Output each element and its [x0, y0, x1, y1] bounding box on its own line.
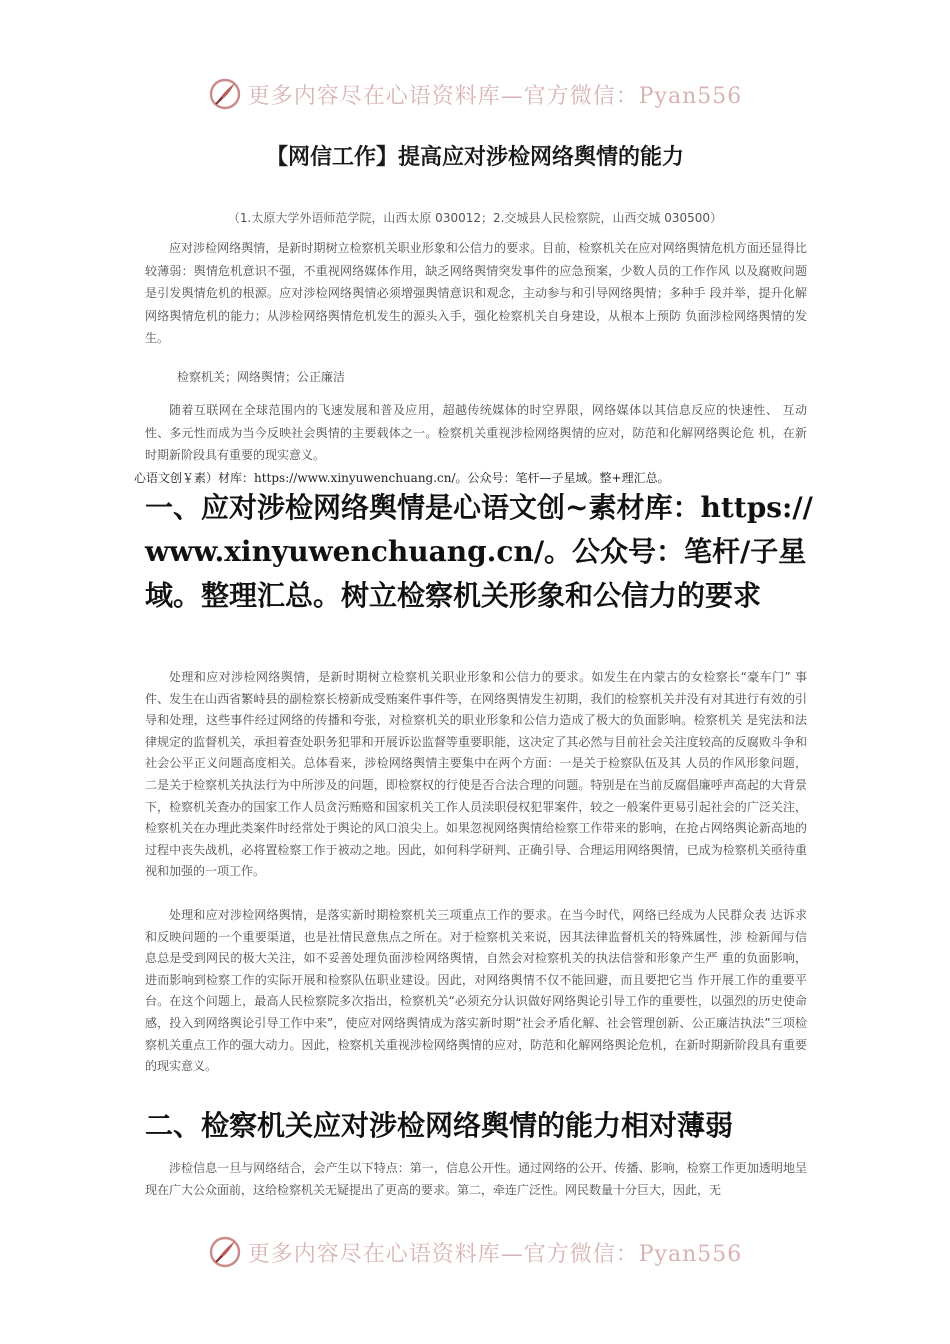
quill-logo-icon: [208, 1235, 242, 1269]
watermark-text: 更多内容尽在心语资料库—官方微信：Pyan556: [247, 1241, 743, 1267]
section-1-paragraph-2: 处理和应对涉检网络舆情，是落实新时期检察机关三项重点工作的要求。在当今时代，网络已经成为人民群众表 达诉求和反映问题的一个重要渠道，也是社情民意焦点之所在。对于检察机关来说，因其法律监督机关的特殊属性，涉 检新闻与信息总是受到网民的极大关注，如不妥善处理负面涉检网络舆情，自然会对检察机关的执法信誉和形象产生严 重的负面影响，进而影响到检察工作的实际开展和检察队伍职业建设。因此，对网络舆情不仅不能回避，而且要把它当 作开展工作的重要平台。在这个问题上，最高人民检察院多次指出，检察机关“必须充分认识做好网络舆论引导工作的重要性，以强烈的历史使命感，投入到网络舆论引导工作中来”，使应对网络舆情成为落实新时期“社会矛盾化解、社会管理创新、公正廉洁执法”三项检察机关重点工作的强大动力。因此，检察机关重视涉检网络舆情的应对，防范和化解网络舆论危机，在新时期新阶段具有重要的现实意义。: [145, 908, 807, 1074]
watermark-header: [0, 74, 950, 114]
quill-logo-icon: [208, 77, 242, 111]
section-2-paragraph-1: 涉检信息一旦与网络结合，会产生以下特点：第一，信息公开性。通过网络的公开、传播、影响，检察工作更加透明地呈现在广大公众面前，这给检察机关无疑提出了更高的要求。第二，牵连广泛性。网民数量十分巨大，因此，无: [145, 1161, 807, 1197]
source-note: 心语文创￥素）材库：https://www.xinyuwenchuang.cn/。公众号：笔杆—子星域。整+理汇总。: [134, 471, 670, 485]
abstract-paragraph: 应对涉检网络舆情，是新时期树立检察机关职业形象和公信力的要求。目前，检察机关在应对网络舆情危机方面还显得比较薄弱：舆情危机意识不强，不重视网络媒体作用，缺乏网络舆情突发事件的应急预案，少数人员的工作作风 以及腐败问题是引发舆情危机的根源。应对涉检网络舆情必须增强舆情意识和观念，主动参与和引导网络舆情；多种手 段并举，提升化解网络舆情危机的能力；从涉检网络舆情危机发生的源头入手，强化检察机关自身建设，从根本上预防 负面涉检网络舆情的发生。: [145, 241, 807, 345]
author-affiliation: （1.太原大学外语师范学院，山西太原 030012；2.交城县人民检察院，山西交城 030500）: [227, 211, 723, 225]
watermark-footer: [0, 1232, 950, 1272]
intro-paragraph: 随着互联网在全球范围内的飞速发展和普及应用，超越传统媒体的时空界限，网络媒体以其信息反应的快速性、 互动性、多元性而成为当今反映社会舆情的主要载体之一。检察机关重视涉检网络舆情的应对，防范和化解网络舆论危 机，在新时期新阶段具有重要的现实意义。: [145, 403, 807, 462]
section-1-heading: 一、应对涉检网络舆情是心语文创~素材库：https://www.xinyuwenchuang.cn/。公众号：笔杆/子星域。整理汇总。树立检察机关形象和公信力的要求: [145, 491, 813, 612]
watermark-text: 更多内容尽在心语资料库—官方微信：Pyan556: [247, 83, 743, 109]
section-1-paragraph-1: 处理和应对涉检网络舆情，是新时期树立检察机关职业形象和公信力的要求。如发生在内蒙古的女检察长“豪车门” 事件、发生在山西省繁峙县的副检察长榜新成受贿案件事件等，在网络舆情发生初期，我们的检察机关并没有对其进行有效的引导和处理，这些事件经过网络的传播和夸张，对检察机关的职业形象和公信力造成了极大的负面影响。检察机关 是宪法和法律规定的监督机关，承担着查处职务犯罪和开展诉讼监督等重要职能，这决定了其必然与目前社会关注度较高的反腐败斗争和社会公平正义问题高度相关。总体看来，涉检网络舆情主要集中在两个方面：一是关于检察队伍及其 人员的作风形象问题，二是关于检察机关执法行为中所涉及的问题，即检察权的行使是否合法合理的问题。特别是在当前反腐倡廉呼声高起的大背景下，检察机关查办的国家工作人员贪污贿赂和国家机关工作人员渎职侵权犯罪案件，较之一般案件更易引起社会的广泛关注，检察机关在办理此类案件时经常处于舆论的风口浪尖上。如果忽视网络舆情给检察工作带来的影响，在抢占网络舆论新高地的过程中丧失战机，必将置检察工作于被动之地。因此，如何科学研判、正确引导、合理运用网络舆情，已成为检察机关亟待重视和加强的一项工作。: [145, 670, 807, 879]
section-2-heading: 二、检察机关应对涉检网络舆情的能力相对薄弱: [145, 1109, 734, 1142]
document-title: 【网信工作】提高应对涉检网络舆情的能力: [265, 145, 684, 170]
keywords-line: 检察机关；网络舆情；公正廉洁: [177, 370, 346, 384]
